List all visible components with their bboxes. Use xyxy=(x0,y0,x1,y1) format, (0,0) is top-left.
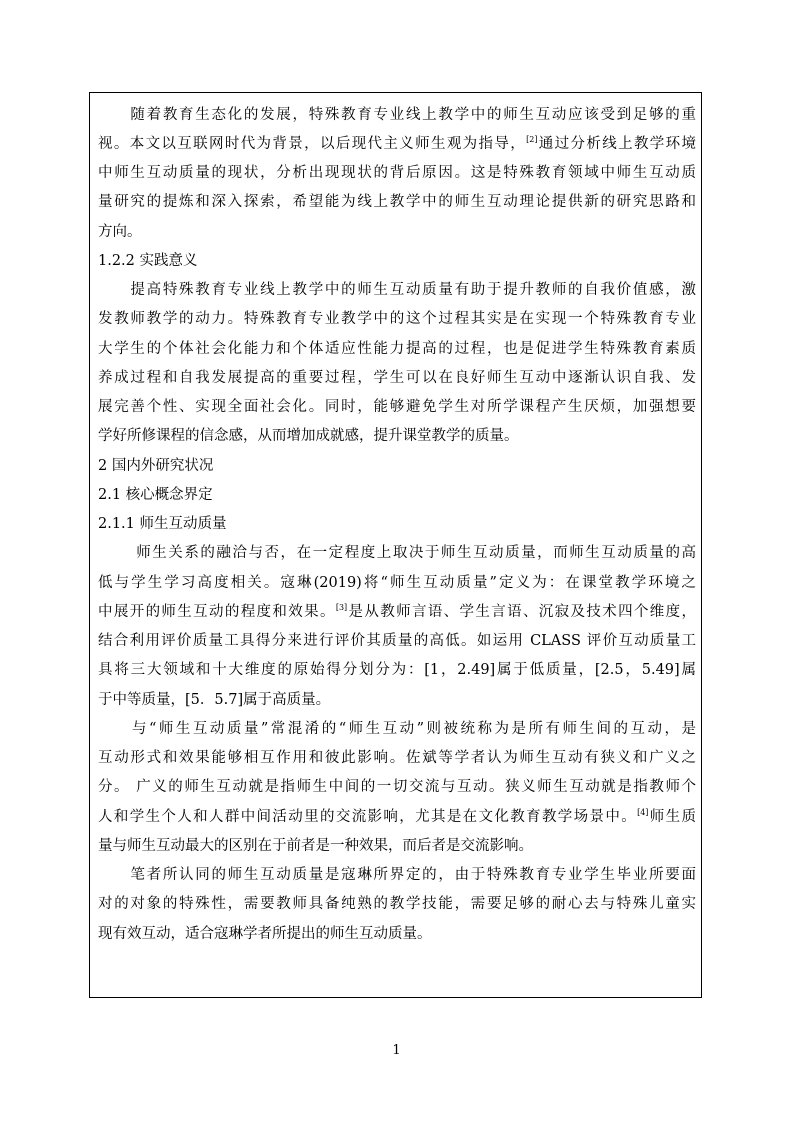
paragraph-line: 发教师教学的动力。特殊教育专业教学中的这个过程其实是在实现一个特殊教育专业 xyxy=(98,311,696,327)
paragraph-line: 量与师生互动最大的区别在于前者是一种效果，而后者是交流影响。 xyxy=(98,838,533,854)
paragraph-line: 于中等质量，[5．5.7]属于高质量。 xyxy=(98,692,331,708)
paragraph-line: 视。本文以互联网时代为背景，以后现代主义师生观为指导，[2]通过分析线上教学环境 xyxy=(98,135,697,152)
paragraph-line: 笔者所认同的师生互动质量是寇琳所界定的，由于特殊教育专业学生毕业所要面 xyxy=(98,867,696,883)
page-number: 1 xyxy=(392,1043,401,1058)
paragraph-line: 现有效互动，适合寇琳学者所提出的师生互动质量。 xyxy=(98,926,432,942)
paragraph-line: 结合利用评价质量工具得分来进行评价其质量的高低。如运用 CLASS 评价互动质量工 xyxy=(98,633,696,649)
paragraph-line: 与“师生互动质量”常混淆的“师生互动”则被统称为是所有师生间的互动，是 xyxy=(98,721,696,737)
paragraph-line: 提高特殊教育专业线上教学中的师生互动质量有助于提升教师的自我价值感，激 xyxy=(98,282,696,298)
paragraph-line: 具将三大领域和十大维度的原始得分划分为：[1，2.49]属于低质量，[2.5，5.49]属 xyxy=(98,662,696,678)
citation-ref: [2] xyxy=(526,135,538,145)
section-heading-2-1-1: 2.1.1 师生互动质量 xyxy=(98,516,227,532)
paragraph-line: 中师生互动质量的现状，分析出现现状的背后原因。这是特殊教育领域中师生互动质 xyxy=(98,165,696,181)
document-frame xyxy=(89,92,702,998)
paragraph-line: 分。 广义的师生互动就是指师生中间的一切交流与互动。狭义师生互动就是指教师个 xyxy=(98,779,696,795)
paragraph-line: 方向。 xyxy=(98,224,142,240)
section-heading-2: 2 国内外研究状况 xyxy=(98,458,214,474)
paragraph-line: 展完善个性、实现全面社会化。同时，能够避免学生对所学课程产生厌烦，加强想要 xyxy=(98,399,696,415)
paragraph-line: 学好所修课程的信念感，从而增加成就感，提升课堂教学的质量。 xyxy=(98,428,519,444)
paragraph-line: 养成过程和自我发展提高的重要过程，学生可以在良好师生互动中逐渐认识自我、发 xyxy=(98,370,696,386)
citation-ref: [4] xyxy=(637,808,649,818)
paragraph-line: 人和学生个人和人群中间活动里的交流影响，尤其是在文化教育教学场景中。[4]师生质 xyxy=(98,808,697,825)
paragraph-line: 中展开的师生互动的程度和效果。[3]是从教师言语、学生言语、沉寂及技术四个维度， xyxy=(98,603,697,620)
paragraph-line: 互动形式和效果能够相互作用和彼此影响。佐斌等学者认为师生互动有狭义和广义之 xyxy=(98,750,696,766)
citation-ref: [3] xyxy=(335,603,348,613)
paragraph-line: 大学生的个体社会化能力和个体适应性能力提高的过程，也是促进学生特殊教育素质 xyxy=(98,341,696,357)
paragraph-line: 随着教育生态化的发展，特殊教育专业线上教学中的师生互动应该受到足够的重 xyxy=(98,107,696,123)
section-heading-1-2-2: 1.2.2 实践意义 xyxy=(98,253,198,269)
paragraph-line: 量研究的提炼和深入探索，希望能为线上教学中的师生互动理论提供新的研究思路和 xyxy=(98,194,696,210)
section-heading-2-1: 2.1 核心概念界定 xyxy=(98,487,213,503)
paragraph-line: 对的对象的特殊性，需要教师具备纯熟的教学技能，需要足够的耐心去与特殊儿童实 xyxy=(98,896,696,912)
paragraph-line: 师生关系的融洽与否，在一定程度上取决于师生互动质量，而师生互动质量的高 xyxy=(98,545,696,561)
paragraph-line: 低与学生学习高度相关。寇琳(2019)将“师生互动质量”定义为：在课堂教学环境之 xyxy=(98,575,696,591)
